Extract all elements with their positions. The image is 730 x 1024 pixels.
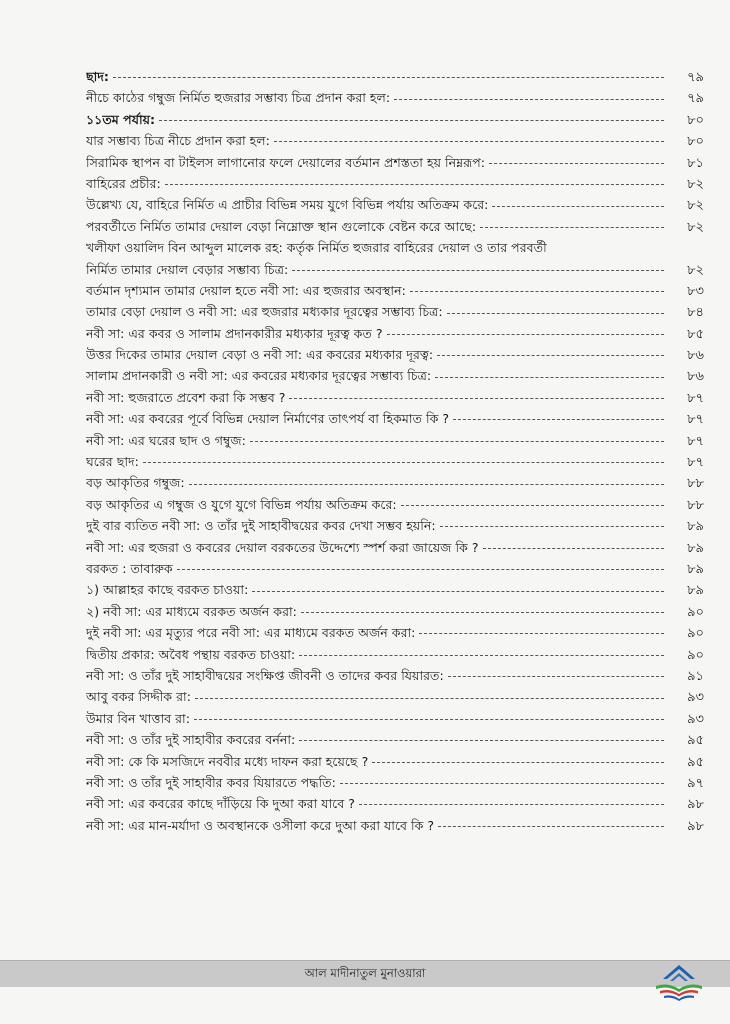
toc-entry	[86, 365, 704, 386]
dotted-leader	[453, 419, 664, 420]
dotted-leader	[372, 762, 664, 763]
dotted-leader	[437, 355, 664, 356]
toc-entry	[86, 344, 704, 365]
toc-entry-title: ছাদ:	[86, 69, 109, 84]
toc-entry-page-number: ৯৩	[687, 690, 704, 706]
dotted-leader	[448, 676, 664, 677]
toc-entry-row	[86, 751, 704, 772]
toc-entry-title: নবী সা: ও তাঁর দুই সাহাবীর কবরের বর্ননা:	[86, 732, 296, 748]
toc-entry-title: যার সম্ভাব্য চিত্র নীচে প্রদান করা হল:	[86, 133, 270, 149]
toc-entry-page-number: ৯০	[687, 604, 704, 620]
dotted-leader	[195, 698, 664, 699]
toc-entry	[86, 686, 704, 707]
toc-entry-row	[86, 87, 704, 108]
toc-entry	[86, 579, 704, 600]
toc-entry-page-number: ৯০	[687, 647, 704, 663]
toc-entry-title: নির্মিত তামার দেয়াল বেড়ার সম্ভাব্য চিত্র:	[86, 261, 289, 277]
toc-entry-row	[86, 152, 704, 173]
toc-entry-title: উল্লেখ্য যে, বাহিরে নির্মিত এ প্রাচীর বিভিন্ন সময় যুগে বিভিন্ন পর্যায় অতিক্রম করে:	[86, 197, 489, 213]
toc-entry-page-number: ৮৯	[687, 562, 704, 577]
toc-entry	[86, 109, 704, 130]
dotted-leader	[394, 99, 664, 100]
toc-entry-title: নবী সা: এর ঘরের ছাদ ও গম্বুজ:	[86, 432, 246, 448]
toc-entry	[86, 194, 704, 215]
toc-entry-page-number: ৮৮	[687, 476, 704, 492]
toc-entry-row	[86, 130, 704, 151]
toc-entry	[86, 451, 704, 472]
toc-entry-title: দ্বিতীয় প্রকার: অবৈধ পন্থায় বরকত চাওয়া:	[86, 646, 296, 662]
toc-entry-title: নবী সা: এর কবরের পূর্বে বিভিন্ন দেয়াল নির্মাণের তাৎপর্য বা হিকমাত কি ?	[86, 411, 450, 427]
toc-entry	[86, 729, 704, 750]
toc-entry-page-number: ৯১	[687, 668, 704, 684]
dotted-leader	[299, 655, 664, 656]
dotted-leader	[483, 548, 664, 549]
toc-entry-title: নবী সা: এর কবরের কাছে দাঁড়িয়ে কি দুআ করা যাবে ?	[86, 796, 355, 812]
toc-entry-page-number: ৯৮	[687, 797, 704, 813]
dotted-leader	[250, 441, 664, 442]
dotted-leader	[274, 141, 664, 142]
toc-entry-title: নবী সা: এর হুজরা ও কবরের দেয়াল বরকতের উদ্দেশ্যে স্পর্শ করা জায়েজ কি ?	[86, 539, 479, 555]
toc-entry	[86, 173, 704, 194]
toc-entry-row	[86, 515, 704, 536]
toc-entry-row	[86, 259, 704, 280]
toc-entry	[86, 515, 704, 536]
dotted-leader	[401, 505, 664, 506]
toc-entry	[86, 494, 704, 515]
toc-entry-page-number: ৮৯	[687, 540, 704, 556]
toc-entry-page-number: ৮৯	[687, 583, 704, 599]
toc-entry-page-number: ৮৩	[687, 283, 704, 299]
toc-entry-row	[86, 772, 704, 793]
toc-entry-row	[86, 472, 704, 493]
dotted-leader	[410, 291, 664, 292]
toc-entry-title: নবী সা: ও তাঁর দুই সাহাবীদ্বয়ের সংক্ষিপ্ত জীবনী ও তাদের কবর যিয়ারত:	[86, 667, 444, 683]
toc-entry-row	[86, 173, 704, 194]
toc-entry	[86, 152, 704, 173]
toc-entry-page-number: ৮০	[687, 112, 704, 128]
toc-entry	[86, 301, 704, 322]
toc-entry-title: নীচে কাঠের গম্বুজ নির্মিত হুজরার সম্ভাব্য চিত্র প্রদান করা হল:	[86, 90, 391, 106]
toc-entry-page-number: ৮০	[687, 134, 704, 150]
toc-entry-row	[86, 430, 704, 451]
dotted-leader	[340, 783, 664, 784]
dotted-leader	[189, 484, 664, 485]
toc-entry-page-number: ৯৫	[687, 754, 704, 770]
toc-entry-title: বাহিরের প্রচীর:	[86, 175, 161, 191]
toc-entry	[86, 601, 704, 622]
dotted-leader	[480, 227, 664, 228]
toc-entry-row	[86, 665, 704, 686]
toc-entry-page-number: ৮৭	[687, 390, 704, 406]
toc-entry-row	[86, 194, 704, 215]
toc-entry	[86, 665, 704, 686]
toc-entry	[86, 408, 704, 429]
toc-entry-title: তামার বেড়া দেয়াল ও নবী সা: এর হুজরার মধ্যকার দূরত্বের সম্ভাব্য চিত্র:	[86, 304, 443, 320]
toc-entry-row	[86, 729, 704, 750]
dotted-leader	[299, 740, 664, 741]
dotted-leader	[387, 334, 664, 335]
toc-entry-row	[86, 280, 704, 301]
toc-entry	[86, 216, 704, 237]
toc-entry-title: নবী সা: কে কি মসজিদে নববীর মধ্যে দাফন করা হয়েছে ?	[86, 753, 369, 769]
toc-entry-row	[86, 66, 704, 87]
toc-entry	[86, 622, 704, 643]
toc-entry-page-number: ৮৮	[687, 497, 704, 513]
toc-entry-page-number: ৮৭	[687, 455, 704, 471]
toc-entry-page-number: ৯৭	[687, 775, 704, 791]
toc-entry	[86, 237, 704, 280]
toc-entry-title: নবী সা: এর কবর ও সালাম প্রদানকারীর মধ্যকার দূরত্ব কত ?	[86, 325, 383, 341]
toc-entry-row	[86, 365, 704, 386]
toc-entry-title: নবী সা: এর মান-মর্যাদা ও অবস্থানকে ওসীলা করে দুআ করা যাবে কি ?	[86, 817, 435, 833]
dotted-leader	[194, 719, 664, 720]
toc-entry	[86, 644, 704, 665]
dotted-leader	[435, 377, 664, 378]
dotted-leader	[301, 612, 664, 613]
toc-entry	[86, 387, 704, 408]
dotted-leader	[177, 569, 664, 570]
toc-entry	[86, 130, 704, 151]
dotted-leader	[113, 77, 664, 78]
toc-entry-page-number: ৮২	[687, 176, 704, 192]
toc-entry-title: বরকত : তাবারুক	[86, 561, 173, 576]
toc-entry-row	[86, 708, 704, 729]
toc-entry-page-number: ৭৯	[687, 91, 704, 107]
toc-entry	[86, 751, 704, 772]
toc-entry-row	[86, 793, 704, 814]
toc-entry-title: বড় আকৃতির এ গম্বুজ ও যুগে যুগে বিভিন্ন পর্যায় অতিক্রম করে:	[86, 496, 397, 512]
toc-entry-title: দুই নবী সা: এর মৃত্যুর পরে নবী সা: এর মাধ্যমে বরকত অর্জন করা:	[86, 625, 416, 641]
toc-entry	[86, 66, 704, 87]
toc-entry-title: বড় আকৃতির গম্বুজ:	[86, 475, 185, 491]
toc-entry-row	[86, 644, 704, 665]
toc-entry-row	[86, 408, 704, 429]
dotted-leader	[165, 184, 664, 185]
dotted-leader	[419, 633, 664, 634]
dotted-leader	[359, 804, 664, 805]
toc-entry-row	[86, 323, 704, 344]
toc-entry-title: নবী সা: হুজরাতে প্রবেশ করা কি সম্ভব ?	[86, 389, 286, 405]
toc-entry-title: ১) আল্লাহর কাছে বরকত চাওয়া:	[86, 582, 249, 598]
toc-entry-page-number: ৯৫	[687, 733, 704, 749]
toc-entry-page-number: ৮২	[687, 198, 704, 214]
toc-entry-page-number: ৯৩	[687, 711, 704, 727]
dotted-leader	[159, 120, 664, 121]
dotted-leader	[447, 313, 664, 314]
toc-entry	[86, 537, 704, 558]
toc-entry-page-number: ৯০	[687, 626, 704, 642]
toc-entry-page-number: ৮২	[687, 262, 704, 278]
toc-entry-row	[86, 387, 704, 408]
toc-entry-title: ঘরের ছাদ:	[86, 454, 139, 470]
toc-entry-row	[86, 537, 704, 558]
dotted-leader	[252, 591, 664, 592]
toc-entry-row	[86, 601, 704, 622]
toc-entry-row	[86, 344, 704, 365]
dotted-leader	[289, 398, 664, 399]
dotted-leader	[292, 270, 664, 271]
toc-entry-page-number: ৮৭	[687, 412, 704, 428]
toc-entry	[86, 280, 704, 301]
toc-entry-title: সিরামিক স্থাপন বা টাইলস লাগানোর ফলে দেয়ালের বর্তমান প্রশস্ততা হয় নিম্নরূপ:	[86, 154, 486, 170]
toc-entry-page-number: ৮৭	[687, 433, 704, 449]
toc-entry	[86, 793, 704, 814]
toc-entry-title: সালাম প্রদানকারী ও নবী সা: এর কবরের মধ্যকার দূরত্বের সম্ভাব্য চিত্র:	[86, 368, 432, 384]
toc-entry-title-line1: খলীফা ওয়ালিদ বিন আব্দুল মালেক রহ: কর্তৃক নির্মিত হুজরার বাহিরের দেয়াল ও তার পরবর্তী	[86, 240, 547, 256]
toc-entry-title: উমার বিন খাত্তাব রা:	[86, 710, 190, 726]
toc-entry	[86, 772, 704, 793]
toc-entry	[86, 815, 704, 836]
toc-entry-page-number: ৮৬	[687, 369, 704, 385]
toc-entry-page-number: ৮৬	[687, 348, 704, 364]
toc-entry-title: বর্তমান দৃশ্যমান তামার দেয়াল হতে নবী সা: এর হুজরার অবস্থান:	[86, 282, 406, 298]
dotted-leader	[492, 206, 664, 207]
toc-entry-row	[86, 109, 704, 130]
toc-entry-title: দুই বার ব্যতিত নবী সা: ও তাঁর দুই সাহাবীদ্বয়ের কবর দেখা সম্ভব হয়নি:	[86, 518, 436, 534]
toc-entry-page-number: ৮৫	[687, 326, 704, 342]
toc-entry-row	[86, 301, 704, 322]
toc-entry-row	[86, 558, 704, 579]
toc-entry-page-number: ৮৯	[687, 519, 704, 535]
toc-entry-page-number: ৭৯	[687, 70, 704, 85]
footer-band	[0, 960, 730, 987]
toc-entry-title: পরবর্তীতে নির্মিত তামার দেয়াল বেড়া নিম্নোক্ত স্থান গুলোকে বেষ্টন করে আছে:	[86, 218, 477, 234]
toc-entry-title: উত্তর দিকের তামার দেয়াল বেড়া ও নবী সা: এর কবরের মধ্যকার দূরত্ব:	[86, 347, 434, 363]
toc-entry	[86, 323, 704, 344]
toc-entry	[86, 472, 704, 493]
toc-entry-page-number: ৮২	[687, 219, 704, 235]
toc-entry-title: ১১তম পর্যায়:	[86, 111, 156, 127]
dotted-leader	[438, 826, 664, 827]
toc-entry-row	[86, 494, 704, 515]
table-of-contents	[86, 66, 704, 836]
publisher-logo-icon	[650, 962, 708, 1004]
toc-entry	[86, 558, 704, 579]
toc-entry-row	[86, 686, 704, 707]
toc-entry-page-number: ৮১	[687, 155, 704, 171]
toc-entry-row	[86, 579, 704, 600]
toc-entry	[86, 87, 704, 108]
toc-entry-title: আবু বকর সিদ্দীক রা:	[86, 689, 191, 705]
toc-entry-title: নবী সা: ও তাঁর দুই সাহাবীর কবর যিয়ারতে পদ্ধতি:	[86, 774, 336, 790]
toc-entry-row	[86, 815, 704, 836]
dotted-leader	[489, 163, 664, 164]
toc-entry-row	[86, 451, 704, 472]
toc-entry-page-number: ৮৪	[687, 305, 704, 321]
dotted-leader	[440, 526, 664, 527]
footer-title: আল মাদীনাতুল মুনাওয়ারা	[304, 966, 426, 980]
dotted-leader	[143, 462, 664, 463]
toc-entry	[86, 430, 704, 451]
toc-entry-row	[86, 216, 704, 237]
toc-entry-row	[86, 622, 704, 643]
toc-entry-title: ২) নবী সা: এর মাধ্যমে বরকত অর্জন করা:	[86, 603, 297, 619]
toc-entry	[86, 708, 704, 729]
toc-entry-page-number: ৯৮	[687, 818, 704, 834]
